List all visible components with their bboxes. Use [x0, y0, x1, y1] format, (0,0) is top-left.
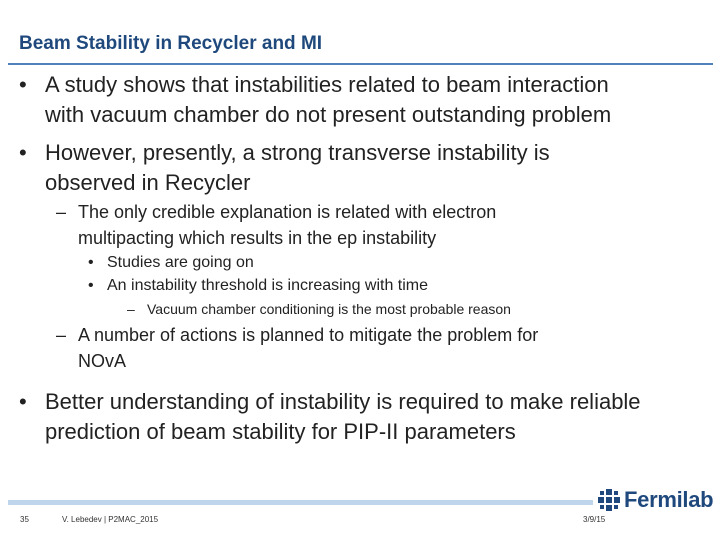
sub-sub-bullet-marker: • — [88, 254, 94, 271]
sub-sub-bullet-2 — [88, 275, 688, 297]
sub-sub-bullet-text: An instability threshold is increasing with time — [107, 277, 429, 294]
sub-sub-bullet-text: Studies are going on — [107, 254, 254, 271]
bullet-marker: • — [19, 72, 27, 97]
bullet-3 — [19, 387, 714, 447]
level4-bullet-1 — [127, 300, 687, 318]
level4-bullet-marker: – — [127, 301, 135, 317]
sub-bullet-2-2 — [56, 322, 706, 374]
sub-bullet-marker: – — [56, 325, 67, 345]
sub-bullet-marker: – — [56, 202, 67, 222]
page-number: 35 — [20, 515, 29, 524]
bullet-1-line-2: with vacuum chamber do not present outstanding problem — [45, 102, 612, 127]
sub-sub-bullet-1 — [88, 252, 688, 274]
sub-bullet-2-1-line-2: multipacting which results in the ep instability — [78, 228, 437, 248]
sub-bullet-2-1-line-1: The only credible explanation is related with electron — [78, 202, 497, 222]
bullet-2-line-1: However, presently, a strong transverse instability is — [45, 140, 550, 165]
sub-bullet-2-1 — [56, 199, 706, 251]
bullet-2 — [19, 138, 709, 198]
bullet-3-line-1: Better understanding of instability is required to make reliable — [45, 389, 641, 414]
bullet-marker: • — [19, 389, 27, 414]
fermilab-logo-text: Fermilab — [624, 487, 714, 512]
level4-bullet-text: Vacuum chamber conditioning is the most probable reason — [147, 301, 511, 317]
sub-bullet-text — [78, 322, 538, 374]
bullet-text — [45, 387, 641, 447]
sub-bullet-2-2-line-2: NOvA — [78, 351, 127, 371]
bullet-1-line-1: A study shows that instabilities related to beam interaction — [45, 72, 609, 97]
footer-author: V. Lebedev | P2MAC_2015 — [62, 515, 159, 524]
footer-bar — [8, 500, 593, 505]
bullet-marker: • — [19, 140, 27, 165]
bullet-2-line-2: observed in Recycler — [45, 170, 251, 195]
sub-sub-bullet-marker: • — [88, 277, 94, 294]
bullet-1 — [19, 70, 709, 130]
slide-title: Beam Stability in Recycler and MI — [19, 33, 323, 54]
bullet-text — [45, 70, 611, 130]
bullet-text — [45, 138, 550, 198]
fermilab-logo-icon — [598, 489, 620, 511]
footer-date: 3/9/15 — [583, 515, 606, 524]
title-divider — [8, 63, 713, 65]
sub-bullet-2-2-line-1: A number of actions is planned to mitigate the problem for — [78, 325, 539, 345]
sub-bullet-text — [78, 199, 496, 251]
bullet-3-line-2: prediction of beam stability for PIP-II parameters — [45, 419, 516, 444]
fermilab-logo — [598, 487, 713, 513]
